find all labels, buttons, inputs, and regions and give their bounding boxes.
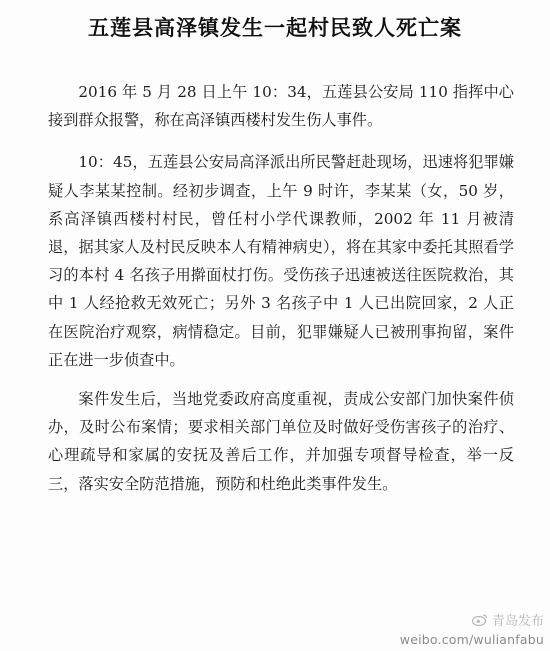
document-title: 五莲县高泽镇发生一起村民致人死亡案 bbox=[88, 16, 462, 40]
paragraph-2: 10：45，五莲县公安局高泽派出所民警赶赴现场，迅速将犯罪嫌疑人李某某控制。经初步调查，上午 9 时许，李某某（女，50 岁，系高泽镇西楼村村民，曾任村小学代课教师，2002 年 11 月被清退，据其家人及村民反映本人有精神病史），将在其家中委托其照看学习的本村 4 名孩子用擀面杖打伤。受伤孩子迅速被送往医院救治，其中 1 人经抢救无效死亡；另外 3 名孩子中 1 人已出院回家，2 人正在医院治疗观察，病情稳定。目前，犯罪嫌疑人已被刑事拘留，案件正在进一步侦查中。 bbox=[48, 153, 514, 369]
watermark-logo bbox=[472, 610, 544, 629]
watermark-logo-text: 青岛发布 bbox=[491, 614, 544, 629]
paragraph-1: 2016 年 5 月 28 日上午 10：34，五莲县公安局 110 指挥中心接到群众报警，称在高泽镇西楼村发生伤人事件。 bbox=[48, 83, 514, 130]
paragraph-3: 案件发生后，当地党委政府高度重视，责成公安部门加快案件侦办，及时公布案情；要求相关部门单位及时做好受伤害孩子的治疗、心理疏导和家属的安抚及善后工作，并加强专项督导检查，举一反三，落实安全防范措施，预防和杜绝此类事件发生。 bbox=[48, 390, 514, 493]
weibo-watermark bbox=[400, 610, 544, 647]
watermark-url: weibo.com/wulianfabu bbox=[399, 632, 544, 647]
document-body bbox=[48, 78, 514, 509]
weibo-logo-icon bbox=[472, 613, 488, 626]
